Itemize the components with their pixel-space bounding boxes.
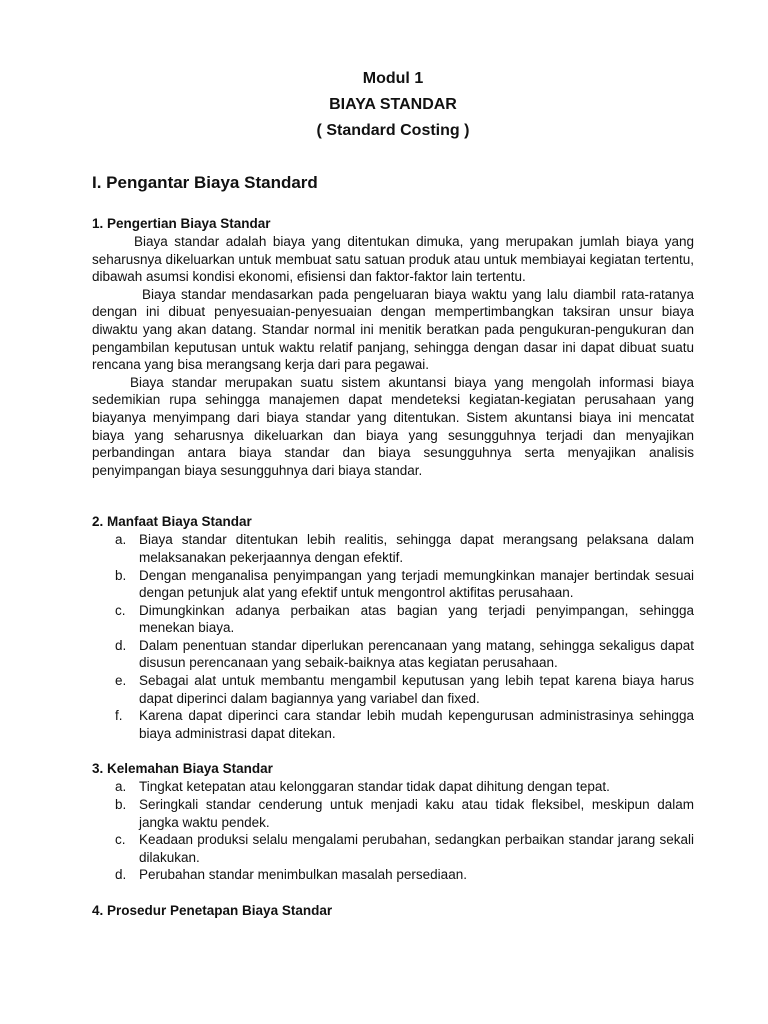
list-item (92, 831, 694, 866)
list-marker: c. (115, 832, 126, 848)
list-marker: f. (115, 708, 123, 724)
list-item-text: Seringkali standar cenderung untuk menjadi kaku atau tidak fleksibel, meskipun dalam jangka waktu pendek. (139, 797, 694, 830)
document-page (92, 66, 694, 920)
list-kelemahan (92, 778, 694, 884)
list-item (92, 796, 694, 831)
paragraph-pengertian-1: Biaya standar adalah biaya yang ditentukan dimuka, yang merupakan jumlah biaya yang seharusnya dikeluarkan untuk membuat satu satuan produk atau untuk membiayai kegiatan tertentu, dibawah asumsi kondisi ekonomi, efisiensi dan faktor-faktor lain tertentu. (92, 234, 694, 285)
list-item (92, 637, 694, 672)
document-title (92, 66, 694, 144)
subheading-manfaat: 2. Manfaat Biaya Standar (92, 514, 252, 530)
list-item (92, 778, 694, 796)
module-title: BIAYA STANDAR (329, 96, 457, 113)
subheading-kelemahan: 3. Kelemahan Biaya Standar (92, 761, 273, 777)
subheading-pengertian: 1. Pengertian Biaya Standar (92, 216, 271, 231)
module-number: Modul 1 (362, 70, 424, 87)
list-marker: b. (115, 567, 127, 583)
list-marker: e. (115, 673, 127, 689)
list-marker: a. (115, 532, 127, 548)
list-marker: b. (115, 797, 127, 813)
list-item-text: Karena dapat diperinci cara standar lebih mudah kepengurusan administrasinya sehingga biaya administrasi dapat ditekan. (139, 708, 694, 741)
list-item (92, 707, 694, 742)
list-marker: a. (115, 779, 127, 795)
list-marker: d. (115, 637, 127, 653)
subheading-prosedur: 4. Prosedur Penetapan Biaya Standar (92, 903, 333, 918)
list-item (92, 602, 694, 637)
list-item (92, 672, 694, 707)
list-item-text: Biaya standar ditentukan lebih realitis, sehingga dapat merangsang pelaksana dalam melaksanakan pekerjaannya dengan efektif. (139, 532, 694, 565)
list-item (92, 567, 694, 602)
list-item-text: Perubahan standar menimbulkan masalah persediaan. (139, 867, 467, 883)
section-heading-pengantar: I. Pengantar Biaya Standard (92, 173, 318, 192)
paragraph-pengertian-2: Biaya standar mendasarkan pada pengeluaran biaya waktu yang lalu diambil rata-ratanya dengan ini dibuat penyesuaian-penyesuaian dengan mempertimbangkan taksiran unsur biaya diwaktu yang akan datang. Standar normal ini menitik beratkan pada pengukuran-pengukuran dan pengambilan keputusan untuk waktu relatif panjang, sehingga dengan dasar ini dapat dibuat suatu rencana yang bisa merangsang kerja dari para pegawai. (92, 286, 694, 373)
list-item-text: Dimungkinkan adanya perbaikan atas bagian yang terjadi penyimpangan, sehingga menekan biaya. (139, 602, 694, 636)
module-subtitle: ( Standard Costing ) (316, 122, 470, 139)
list-item-text: Dalam penentuan standar diperlukan perencanaan yang matang, sehingga sekaligus dapat disusun perencanaan yang sebaik-baiknya atas kegiatan perusahaan. (139, 637, 694, 671)
list-manfaat (92, 531, 694, 742)
list-item-text: Tingkat ketepatan atau kelonggaran standar tidak dapat dihitung dengan tepat. (139, 779, 610, 795)
list-marker: d. (115, 867, 127, 883)
list-item-text: Dengan menganalisa penyimpangan yang terjadi memungkinkan manajer bertindak sesuai dengan petunjuk alat yang efektif untuk mengontrol aktifitas perusahaan. (139, 567, 694, 601)
list-item (92, 866, 694, 884)
list-item-text: Sebagai alat untuk membantu mengambil keputusan yang lebih tepat karena biaya harus dapat diperinci dalam bagiannya yang variabel dan fixed. (139, 673, 694, 706)
list-item-text: Keadaan produksi selalu mengalami perubahan, sedangkan perbaikan standar jarang sekali dilakukan. (139, 832, 694, 865)
paragraph-pengertian-3: Biaya standar merupakan suatu sistem akuntansi biaya yang mengolah informasi biaya sedemikian rupa sehingga manajemen dapat mendeteksi kegiatan-kegiatan perusahaan yang biayanya menyimpang dari biaya standar yang ditentukan. Sistem akuntansi biaya ini mencatat biaya yang seharusnya dikeluarkan dan biaya yang sesungguhnya terjadi dan menyajikan perbandingan antara biaya standar dan biaya sesungguhnya serta menyajikan analisis penyimpangan biaya sesungguhnya dari biaya standar. (92, 374, 694, 478)
list-item (92, 531, 694, 566)
list-marker: c. (115, 602, 126, 618)
